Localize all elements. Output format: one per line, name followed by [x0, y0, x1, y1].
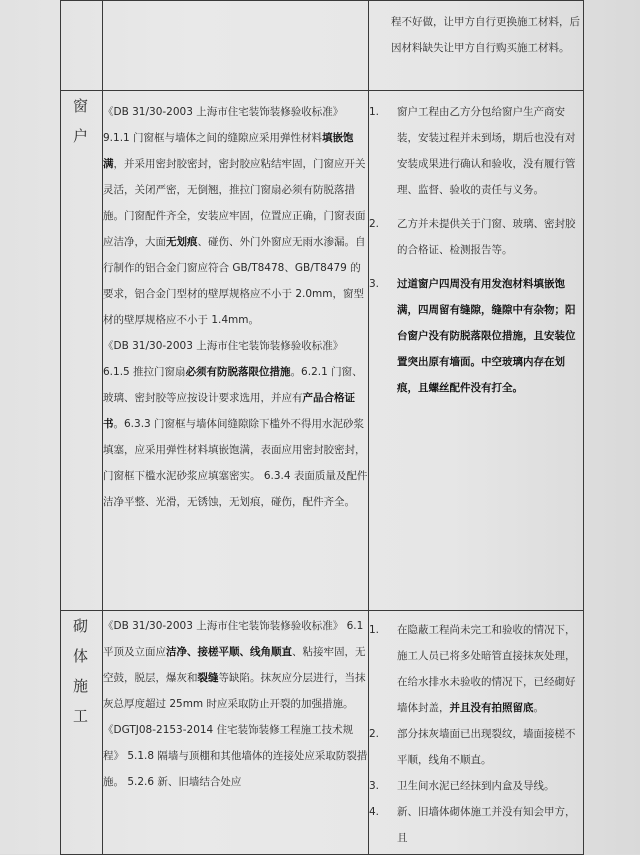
issue-number: 1.	[369, 106, 380, 118]
issue-item	[369, 99, 583, 203]
standard-paragraph	[103, 333, 368, 515]
standard-paragraph	[103, 613, 368, 717]
text-segment: 在隐蔽工程尚未完工和验收的情况下，施工人员已将多处暗管直接抹灰处理，在给水排水未验收的情况下，已经砌好墙体封盖，	[397, 624, 576, 714]
text-segment: 《DB 31/30-2003 上海市住宅装饰装修验收标准》 6.1 平顶及立面应	[103, 620, 364, 658]
inspection-table	[60, 0, 584, 855]
issue-number: 2.	[369, 218, 380, 230]
issue-item	[369, 617, 583, 721]
issue-item	[369, 211, 583, 263]
issue-cell	[369, 91, 584, 611]
issue-item	[369, 799, 583, 851]
text-segment: 。	[533, 702, 544, 714]
issue-number: 3.	[369, 780, 380, 792]
bold-text-segment: 并且没有拍照留底	[449, 702, 534, 714]
issue-item	[369, 721, 583, 773]
bold-text-segment: 洁净、接槎平顺、线角顺直	[166, 646, 292, 658]
table-row	[61, 611, 584, 855]
text-segment: 《DB 31/30-2003 上海市住宅装饰装修验收标准》6.1.5 推拉门窗扇	[103, 340, 344, 378]
text-segment: 《DGTJ08-2153-2014 住宅装饰装修工程施工技术规程》 5.1.8 隔墙与顶棚和其他墙体的连接处应采取防裂措施。 5.2.6 新、旧墙结合处应	[103, 724, 368, 788]
issue-text	[397, 617, 583, 721]
standard-paragraph	[103, 99, 368, 333]
category-cell	[61, 611, 103, 855]
issue-cell	[369, 1, 584, 91]
text-segment: 、粘接牢固，无空鼓，脱层，爆灰和	[103, 646, 366, 684]
issue-text	[397, 799, 583, 851]
category-cell	[61, 91, 103, 611]
text-segment: 新、旧墙体砌体施工并没有知会甲方，且	[397, 806, 576, 844]
table-row	[61, 91, 584, 611]
category-cell	[61, 1, 103, 91]
issue-item	[369, 773, 583, 799]
category-label: 窗户	[72, 97, 90, 145]
issue-item	[369, 271, 583, 401]
text-segment: 乙方并未提供关于门窗、玻璃、密封胶的合格证、检测报告等。	[397, 218, 576, 256]
text-segment: 部分抹灰墙面已出现裂纹，墙面接槎不平顺，线角不顺直。	[397, 728, 576, 766]
standard-paragraph	[103, 717, 368, 795]
bold-text-segment: 必须有防脱落限位措施	[185, 366, 291, 378]
issue-text	[397, 211, 583, 263]
issue-number: 4.	[369, 806, 380, 818]
bold-text-segment: 过道窗户四周没有用发泡材料填嵌饱满，四周留有缝隙，缝隙中有杂物；阳台窗户没有防脱落限位措施，且安装位置突出原有墙面。中空玻璃内存在划痕，且螺丝配件没有打全。	[397, 278, 576, 394]
standard-cell	[103, 1, 369, 91]
issue-text: 程不好做，让甲方自行更换施工材料，后因材料缺失让甲方自行购买施工材料。	[391, 16, 580, 54]
issue-text	[397, 271, 583, 401]
bold-text-segment: 无划痕	[166, 236, 198, 248]
issue-number: 1.	[369, 624, 380, 636]
issue-cell	[369, 611, 584, 855]
text-segment: 卫生间水泥已经抹到内盒及导线。	[397, 780, 555, 792]
issue-text	[397, 721, 583, 773]
text-segment: 等缺陷。抹灰应分层进行，当抹灰总厚度超过 25mm 时应采取防止开裂的加强措施。	[103, 672, 366, 710]
text-segment: 。6.3.3 门窗框与墙体间缝隙除下槛外不得用水泥砂浆填塞，应采用弹性材料填嵌饱满，表面应用密封胶密封，门窗框下槛水泥砂浆应填塞密实。 6.3.4 表面质量及配件洁净平整、光滑，无锈蚀，无划痕，碰伤，配件齐全。	[103, 418, 368, 508]
bold-text-segment: 填嵌饱满	[103, 132, 354, 170]
text-segment: ，并采用密封胶密封，密封胶应粘结牢固，门窗应开关灵活，关闭严密，无倒翘，推拉门窗扇必须有防脱落措施。门窗配件齐全，安装应牢固，位置应正确，门窗表面应洁净，大面	[103, 158, 366, 248]
issue-number: 2.	[369, 728, 380, 740]
issue-text	[397, 773, 583, 799]
text-segment: 、碰伤、外门外窗应无雨水渗漏。自行制作的铝合金门窗应符合 GB/T8478、GB/T8479 的要求，铝合金门型材的壁厚规格应不小于 2.0mm，窗型材的壁厚规格应不小于 1.4mm。	[103, 236, 366, 326]
text-segment: 。6.2.1 门窗、玻璃、密封胶等应按设计要求选用，并应有	[103, 366, 363, 404]
bold-text-segment: 裂缝	[197, 672, 219, 684]
issue-number: 3.	[369, 278, 380, 290]
table-row	[61, 1, 584, 91]
category-label: 砌体施工	[72, 617, 90, 725]
standard-cell	[103, 91, 369, 611]
text-segment: 窗户工程由乙方分包给窗户生产商安装，安装过程并未到场，期后也没有对安装成果进行确认和验收，没有履行管理、监督、验收的责任与义务。	[397, 106, 576, 196]
issue-text	[397, 99, 583, 203]
text-segment: 《DB 31/30-2003 上海市住宅装饰装修验收标准》 9.1.1 门窗框与墙体之间的缝隙应采用弹性材料	[103, 106, 344, 144]
bold-text-segment: 产品合格证书	[103, 392, 355, 430]
standard-cell	[103, 611, 369, 855]
